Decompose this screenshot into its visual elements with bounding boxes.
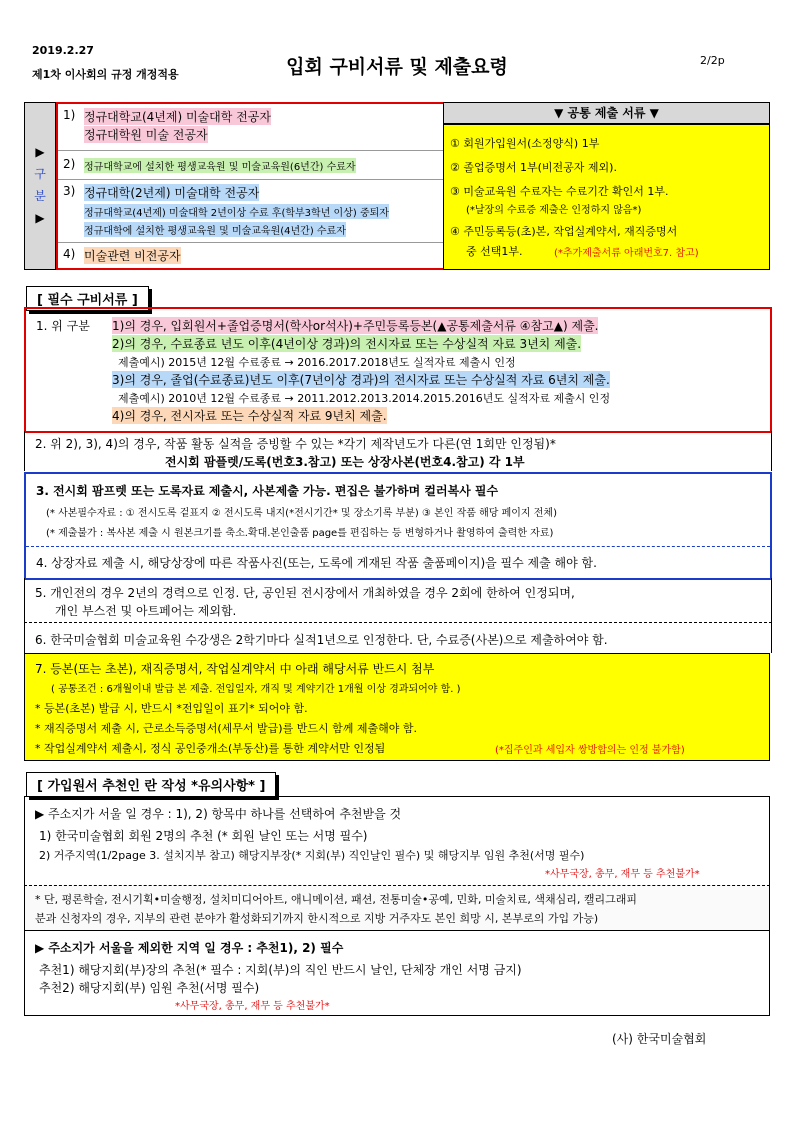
recommend-other-2: 추천2) 해당지회(부) 임원 추천(서명 필수) [39,981,260,995]
required-1-case-4: 4)의 경우, 전시자료 또는 수상실적 자료 9년치 제출. [112,409,387,423]
recommend-other-head: ▶ 주소지가 서울을 제외한 지역 일 경우 : 추천1), 2) 필수 [35,941,344,955]
side-char-1: 구 [34,167,46,181]
required-section-title: [ 필수 구비서류 ] [26,286,149,311]
category-item-num: 4) [63,247,76,261]
category-item-num: 1) [63,108,76,122]
required-1-case-3: 3)의 경우, 졸업(수료종료)년도 이후(7년이상 경과)의 전시자료 또는 수상실적 자료 6년치 제출. [112,373,610,387]
page-title: 입회 구비서류 및 제출요령 [286,56,508,78]
footer-organization: (사) 한국미술협회 [612,1032,707,1046]
category-item-3 [58,180,443,243]
required-5-line-1: 5. 개인전의 경우 2년의 경력으로 인정. 단, 공인된 전시장에서 개최하였을 경우 2회에 한하여 인정되며, [35,586,575,600]
category-item-line: 정규대학교(4년제) 미술대학 2년이상 수료 후(학부3학년 이상) 중퇴자 [84,204,389,219]
required-2-line-1: 2. 위 2), 3), 4)의 경우, 작품 활동 실적을 증빙할 수 있는 *각기 제작년도가 다른(연 1회만 인정됨)* [35,437,556,451]
common-item-4: ④ 주민등록등(초)본, 작업실계약서, 재직증명서 [450,225,678,238]
required-6-line: 6. 한국미술협회 미술교육원 수강생은 2학기마다 실적1년으로 인정한다. 단, 수료증(사본)으로 제출하여야 함. [35,633,608,647]
header-date: 2019.2.27 [32,44,94,57]
recommend-note-line-2: 분과 신청자의 경우, 지부의 관련 분야가 활성화되기까지 한시적으로 지방 거주자도 본인 희망 시, 본부로의 가입 가능) [35,912,599,925]
recommend-other-2-note: *사무국장, 총무, 재무 등 추천불가* [175,1001,330,1012]
common-item-4-note: (*추가제출서류 아래번호7. 참고) [554,248,699,259]
common-docs-title: ▼ 공통 제출 서류 ▼ [443,102,770,124]
category-item-4 [58,243,443,267]
recommend-seoul-2: 2) 거주지역(1/2page 3. 설치지부 참고) 해당지부장(* 지회(부) 직인날인 필수) 및 해당지부 임원 추천(서명 필수) [39,849,585,862]
common-item-1: ① 회원가입원서(소정양식) 1부 [450,137,600,150]
category-item-line: 미술관련 비전공자 [84,249,181,263]
required-7-line-3: * 등본(초본) 발급 시, 반드시 *전입일이 표기* 되어야 함. [35,702,308,715]
required-2-line-2: 전시회 팜플렛/도록(번호3.참고) 또는 상장사본(번호4.참고) 각 1부 [165,455,525,469]
category-side-label [24,102,56,270]
category-item-2 [58,151,443,180]
required-item-6 [24,623,772,653]
recommend-seoul-box [24,796,770,886]
side-arrow-bottom: ▶ [35,211,45,225]
category-item-line: 정규대학교(4년제) 미술대학 전공자 [84,110,271,124]
recommend-exception-note [24,885,770,931]
required-3-line-3: (* 제출불가 : 복사본 제출 시 원본크기를 축소.확대.본인출품 page를 편집하는 등 변형하거나 촬영하여 출력한 자료) [46,528,554,539]
common-item-4b: 중 선택1부. [466,245,523,258]
required-item-7 [24,653,770,761]
required-7-line-2: ( 공통조건 : 6개월이내 발급 본 제출. 전입일자, 개직 및 계약기간 1개월 이상 경과되어야 함. ) [51,684,461,695]
common-item-2: ② 졸업증명서 1부(비전공자 제외). [450,161,617,174]
required-item-3-4 [24,472,772,580]
required-1-case-1: 1)의 경우, 입회원서+졸업증명서(학사or석사)+주민등록등본(▲공통제출서류 ④참고▲) 제출. [112,319,599,333]
required-item-5 [24,578,772,623]
required-5-line-2: 개인 부스전 및 아트페어는 제외함. [55,604,237,618]
required-item-1 [24,307,772,433]
common-item-3: ③ 미술교육원 수료자는 수료기간 확인서 1부. [450,185,669,198]
required-7-line-5: * 작업실계약서 제출시, 정식 공인중개소(부동산)를 통한 계약서만 인정됨 [35,742,386,755]
required-7-line-4: * 재직증명서 제출 시, 근로소득증명서(세무서 발급)를 반드시 함께 제출해야 함. [35,722,417,735]
side-char-2: 분 [34,189,46,203]
category-item-line: 정규대학에 설치한 평생교육원 및 미술교육원(4년간) 수료자 [84,222,346,237]
required-1-case-2: 2)의 경우, 수료종료 년도 이후(4년이상 경과)의 전시자료 또는 수상실적 자료 3년치 제출. [112,337,582,351]
recommend-seoul-2-note: *사무국장, 총무, 재무 등 추천불가* [545,869,700,880]
common-docs-box [443,124,770,270]
category-item-num: 2) [63,157,76,171]
recommend-seoul-1: 1) 한국미술협회 회원 2명의 추천 (* 회원 날인 또는 서명 필수) [39,829,368,843]
recommend-other-box [24,930,770,1016]
recommend-section-title: [ 가입원서 추천인 란 작성 *유의사항* ] [26,772,276,797]
header-revision: 제1차 이사회의 규정 개정적용 [32,68,179,81]
recommend-seoul-head: ▶ 주소지가 서울 일 경우 : 1), 2) 항목中 하나를 선택하여 추천받을 것 [35,807,402,821]
required-3-line-1: 3. 전시회 팜프렛 또는 도록자료 제출시, 사본제출 가능. 편집은 불가하며 컬러복사 필수 [36,484,499,498]
category-item-1 [58,104,443,151]
required-4-line: 4. 상장자료 제출 시, 해당상장에 따른 작품사진(또는, 도록에 게재된 작품 출품페이지)을 필수 제출 해야 함. [36,556,597,570]
category-box [56,102,445,270]
common-item-3-note: (*날장의 수료증 제출은 인정하지 않음*) [466,205,642,216]
required-7-line-5-note: (*집주인과 세입자 쌍방합의는 인정 불가함) [495,745,685,756]
required-item-2 [24,431,772,471]
required-3-line-2: (* 사본필수자료 : ① 전시도록 겉표지 ② 전시도록 내지(*전시기간* 및 장소기록 부분) ③ 본인 작품 해당 페이지 전체) [46,508,557,519]
page-number: 2/2p [700,54,725,67]
required-1-case-3-example: 제출예시) 2010년 12월 수료종료 → 2011.2012.2013.2014.2015.2016년도 실적자료 제출시 인정 [118,392,611,405]
side-arrow-top: ▶ [35,145,45,159]
required-7-line-1: 7. 등본(또는 초본), 재직증명서, 작업실계약서 中 아래 해당서류 반드시 첨부 [35,662,435,676]
required-1-head: 1. 위 구분 [36,319,90,333]
recommend-note-line-1: * 단, 평론학술, 전시기획•미술행정, 설치미디어아트, 애니메이션, 패션, 전통미술•공예, 민화, 미술치료, 색채심리, 캘리그래피 [35,893,637,906]
recommend-other-1: 추천1) 해당지회(부)장의 추천(* 필수 : 지회(부)의 직인 반드시 날인, 단체장 개인 서명 금지) [39,963,522,977]
required-1-case-2-example: 제출예시) 2015년 12월 수료종료 → 2016.2017.2018년도 실적자료 제출시 인정 [118,356,516,369]
category-item-line: 정규대학원 미술 전공자 [84,128,208,142]
category-item-line: 정규대학교에 설치한 평생교육원 및 미술교육원(6년간) 수료자 [84,158,356,173]
category-item-line: 정규대학(2년제) 미술대학 전공자 [84,186,260,200]
category-item-num: 3) [63,184,76,198]
